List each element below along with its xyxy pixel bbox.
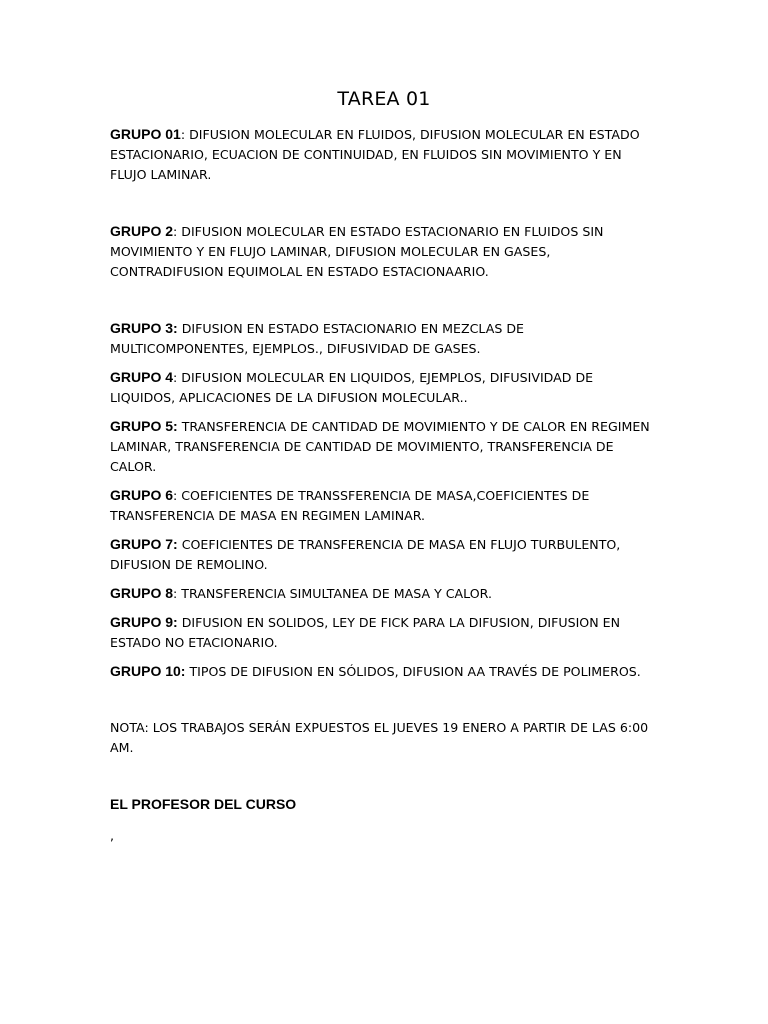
group-separator: : xyxy=(173,370,182,385)
group-text: DIFUSION MOLECULAR EN LIQUIDOS, EJEMPLOS, DIFUSIVIDAD DE LIQUIDOS, APLICACIONES DE LA DIFUSION MOLECULAR.. xyxy=(110,370,594,405)
group-separator: : xyxy=(173,586,182,601)
group-separator: : xyxy=(173,488,182,503)
document-title: TAREA 01 xyxy=(337,88,431,110)
group-item xyxy=(110,485,650,526)
group-item xyxy=(110,367,650,408)
group-text: DIFUSION MOLECULAR EN ESTADO ESTACIONARIO EN FLUIDOS SIN MOVIMIENTO Y EN FLUJO LAMINAR, DIFUSION MOLECULAR EN GASES, CONTRADIFUSION EQUIMOLAL EN ESTADO ESTACIONAARIO. xyxy=(110,224,604,279)
group-item xyxy=(110,534,650,575)
group-item xyxy=(110,318,650,359)
group-item xyxy=(110,661,650,682)
group-label: GRUPO 6 xyxy=(110,487,174,503)
note-paragraph: NOTA: LOS TRABAJOS SERÁN EXPUESTOS EL JUEVES 19 ENERO A PARTIR DE LAS 6:00 AM. xyxy=(110,720,649,755)
group-label: GRUPO 4 xyxy=(110,369,174,385)
group-item xyxy=(110,221,650,282)
document-body xyxy=(110,124,650,846)
group-label: GRUPO 10: xyxy=(110,663,186,679)
group-label: GRUPO 2 xyxy=(110,223,174,239)
group-label: GRUPO 5: xyxy=(110,418,178,434)
group-label: GRUPO 8 xyxy=(110,585,174,601)
group-item xyxy=(110,416,650,477)
group-item xyxy=(110,583,650,604)
group-text: COEFICIENTES DE TRANSSFERENCIA DE MASA,COEFICIENTES DE TRANSFERENCIA DE MASA EN REGIMEN LAMINAR. xyxy=(110,488,590,523)
trailing-mark: , xyxy=(110,828,115,843)
group-separator: : xyxy=(180,127,190,142)
group-item xyxy=(110,124,650,185)
group-label: GRUPO 7: xyxy=(110,536,178,552)
group-text: DIFUSION EN ESTADO ESTACIONARIO EN MEZCLAS DE MULTICOMPONENTES, EJEMPLOS., DIFUSIVIDAD DE GASES. xyxy=(110,321,524,356)
group-label: GRUPO 3: xyxy=(110,320,178,336)
group-text: COEFICIENTES DE TRANSFERENCIA DE MASA EN FLUJO TURBULENTO, DIFUSION DE REMOLINO. xyxy=(110,537,621,572)
group-text: DIFUSION EN SOLIDOS, LEY DE FICK PARA LA DIFUSION, DIFUSION EN ESTADO NO ETACIONARIO. xyxy=(110,615,620,650)
group-item xyxy=(110,612,650,653)
group-text: TIPOS DE DIFUSION EN SÓLIDOS, DIFUSION AA TRAVÉS DE POLIMEROS. xyxy=(189,664,641,679)
group-text: DIFUSION MOLECULAR EN FLUIDOS, DIFUSION MOLECULAR EN ESTADO ESTACIONARIO, ECUACION DE CONTINUIDAD, EN FLUIDOS SIN MOVIMIENTO Y EN FLUJO LAMINAR. xyxy=(110,127,640,182)
group-label: GRUPO 9: xyxy=(110,614,178,630)
group-separator: : xyxy=(173,224,182,239)
group-text: TRANSFERENCIA SIMULTANEA DE MASA Y CALOR. xyxy=(181,586,492,601)
signature-line: EL PROFESOR DEL CURSO xyxy=(110,796,297,812)
group-label: GRUPO 01 xyxy=(110,126,181,142)
group-text: TRANSFERENCIA DE CANTIDAD DE MOVIMIENTO Y DE CALOR EN REGIMEN LAMINAR, TRANSFERENCIA DE CANTIDAD DE MOVIMIENTO, TRANSFERENCIA DE CALOR. xyxy=(110,419,650,474)
